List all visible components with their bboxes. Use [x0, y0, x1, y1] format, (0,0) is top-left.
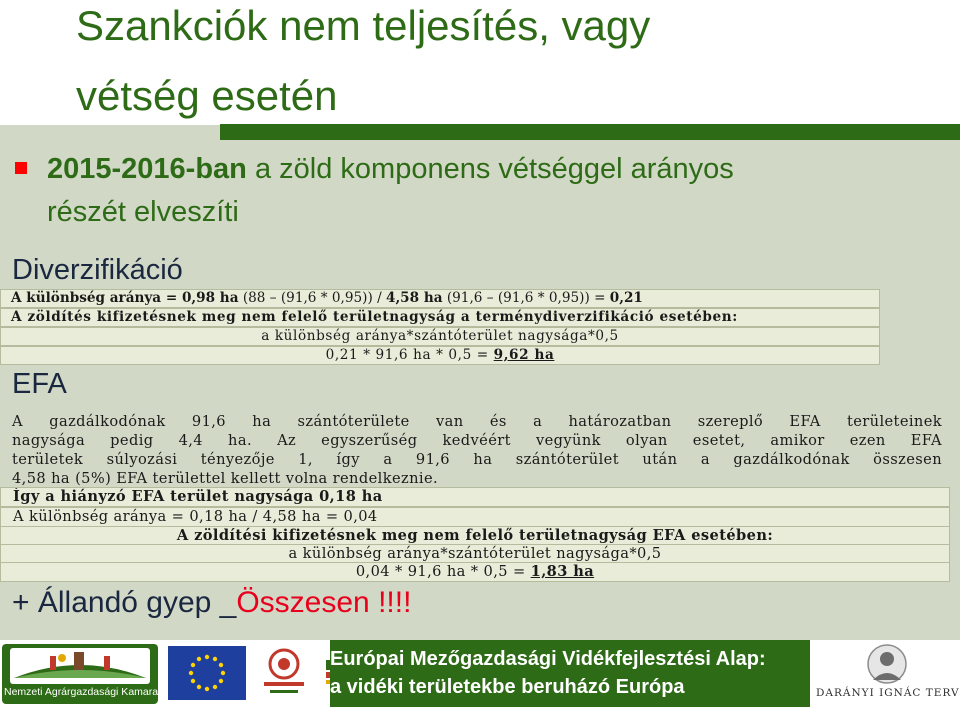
agri-line-2: a vidéki területekbe beruházó Európa [330, 676, 685, 698]
efa-para-line-1: A gazdálkodónak 91,6 ha szántóterülete van és a határozatban szereplő EFA területeinek [12, 413, 942, 430]
darany-text: DARÁNYI IGNÁC TERV [816, 687, 960, 699]
slide-title [76, 2, 936, 120]
left-bar [0, 0, 30, 120]
eu-stars-icon [168, 646, 246, 700]
efa-heading: EFA [12, 368, 67, 400]
title-line-1: Szankciók nem teljesítés, vagy [76, 2, 651, 49]
ministry-logo-icon [250, 644, 318, 702]
efa-line-5: 0,04 * 91,6 ha * 0,5 = 1,83 ha [0, 562, 950, 582]
plus-line: + Állandó gyep _Összesen !!!! [12, 586, 412, 619]
diverz-heading: Diverzifikáció [12, 254, 183, 286]
efa-line-3: A zöldítési kifizetésnek meg nem felelő területnagyság EFA esetében: [0, 526, 950, 546]
bullet-line-2: részét elveszíti [47, 196, 239, 228]
title-rule-green [220, 124, 960, 140]
efa-para-line-4: 4,58 ha (5%) EFA területtel kellett volna rendelkeznie. [12, 470, 439, 487]
nak-emblem-icon [10, 648, 150, 684]
bullet-rest: a zöld komponens vétséggel arányos [246, 153, 734, 185]
portrait-icon [816, 642, 958, 686]
agri-line-1: Európai Mezőgazdasági Vidékfejlesztési Alap: [330, 648, 766, 670]
eu-flag-icon [168, 646, 246, 700]
title-line-2: vétség esetén [76, 72, 338, 119]
efa-paragraph [12, 412, 942, 488]
footer [0, 640, 960, 707]
efa-line-2: A különbség aránya = 0,18 ha / 4,58 ha = 0,04 [0, 507, 950, 527]
darany-logo [816, 642, 958, 705]
efa-line-4: a különbség aránya*szántóterület nagysága*0,5 [0, 544, 950, 564]
diverz-line-3: a különbség aránya*szántóterület nagysága*0,5 [0, 327, 880, 346]
efa-para-line-2: nagysága pedig 4,4 ha. Az egyszerűség kedvéért vegyünk olyan esetet, amikor ezen EFA [12, 432, 942, 449]
nak-text: Nemzeti Agrárgazdasági Kamara [4, 686, 159, 698]
nak-logo [2, 644, 158, 704]
diverz-line-4: 0,21 * 91,6 ha * 0,5 = 9,62 ha [0, 346, 880, 365]
diverz-line-1: A különbség aránya = 0,98 ha (88 – (91,6 * 0,95)) / 4,58 ha (91,6 – (91,6 * 0,95)) = 0,21 [0, 289, 880, 308]
bullet-bold: 2015-2016-ban [47, 153, 247, 185]
diverz-line-2: A zöldítés kifizetésnek meg nem felelő területnagyság a terménydiverzifikáció esetében: [0, 308, 880, 327]
bullet-icon [15, 162, 27, 174]
agri-fund-panel [330, 640, 810, 707]
bullet-text [47, 148, 927, 234]
efa-line-1: Így a hiányzó EFA terület nagysága 0,18 ha [0, 487, 950, 507]
efa-para-line-3: területek súlyozási tényezője 1, így a 91,6 ha szántóterület után a gazdálkodónak összesen [12, 451, 942, 468]
